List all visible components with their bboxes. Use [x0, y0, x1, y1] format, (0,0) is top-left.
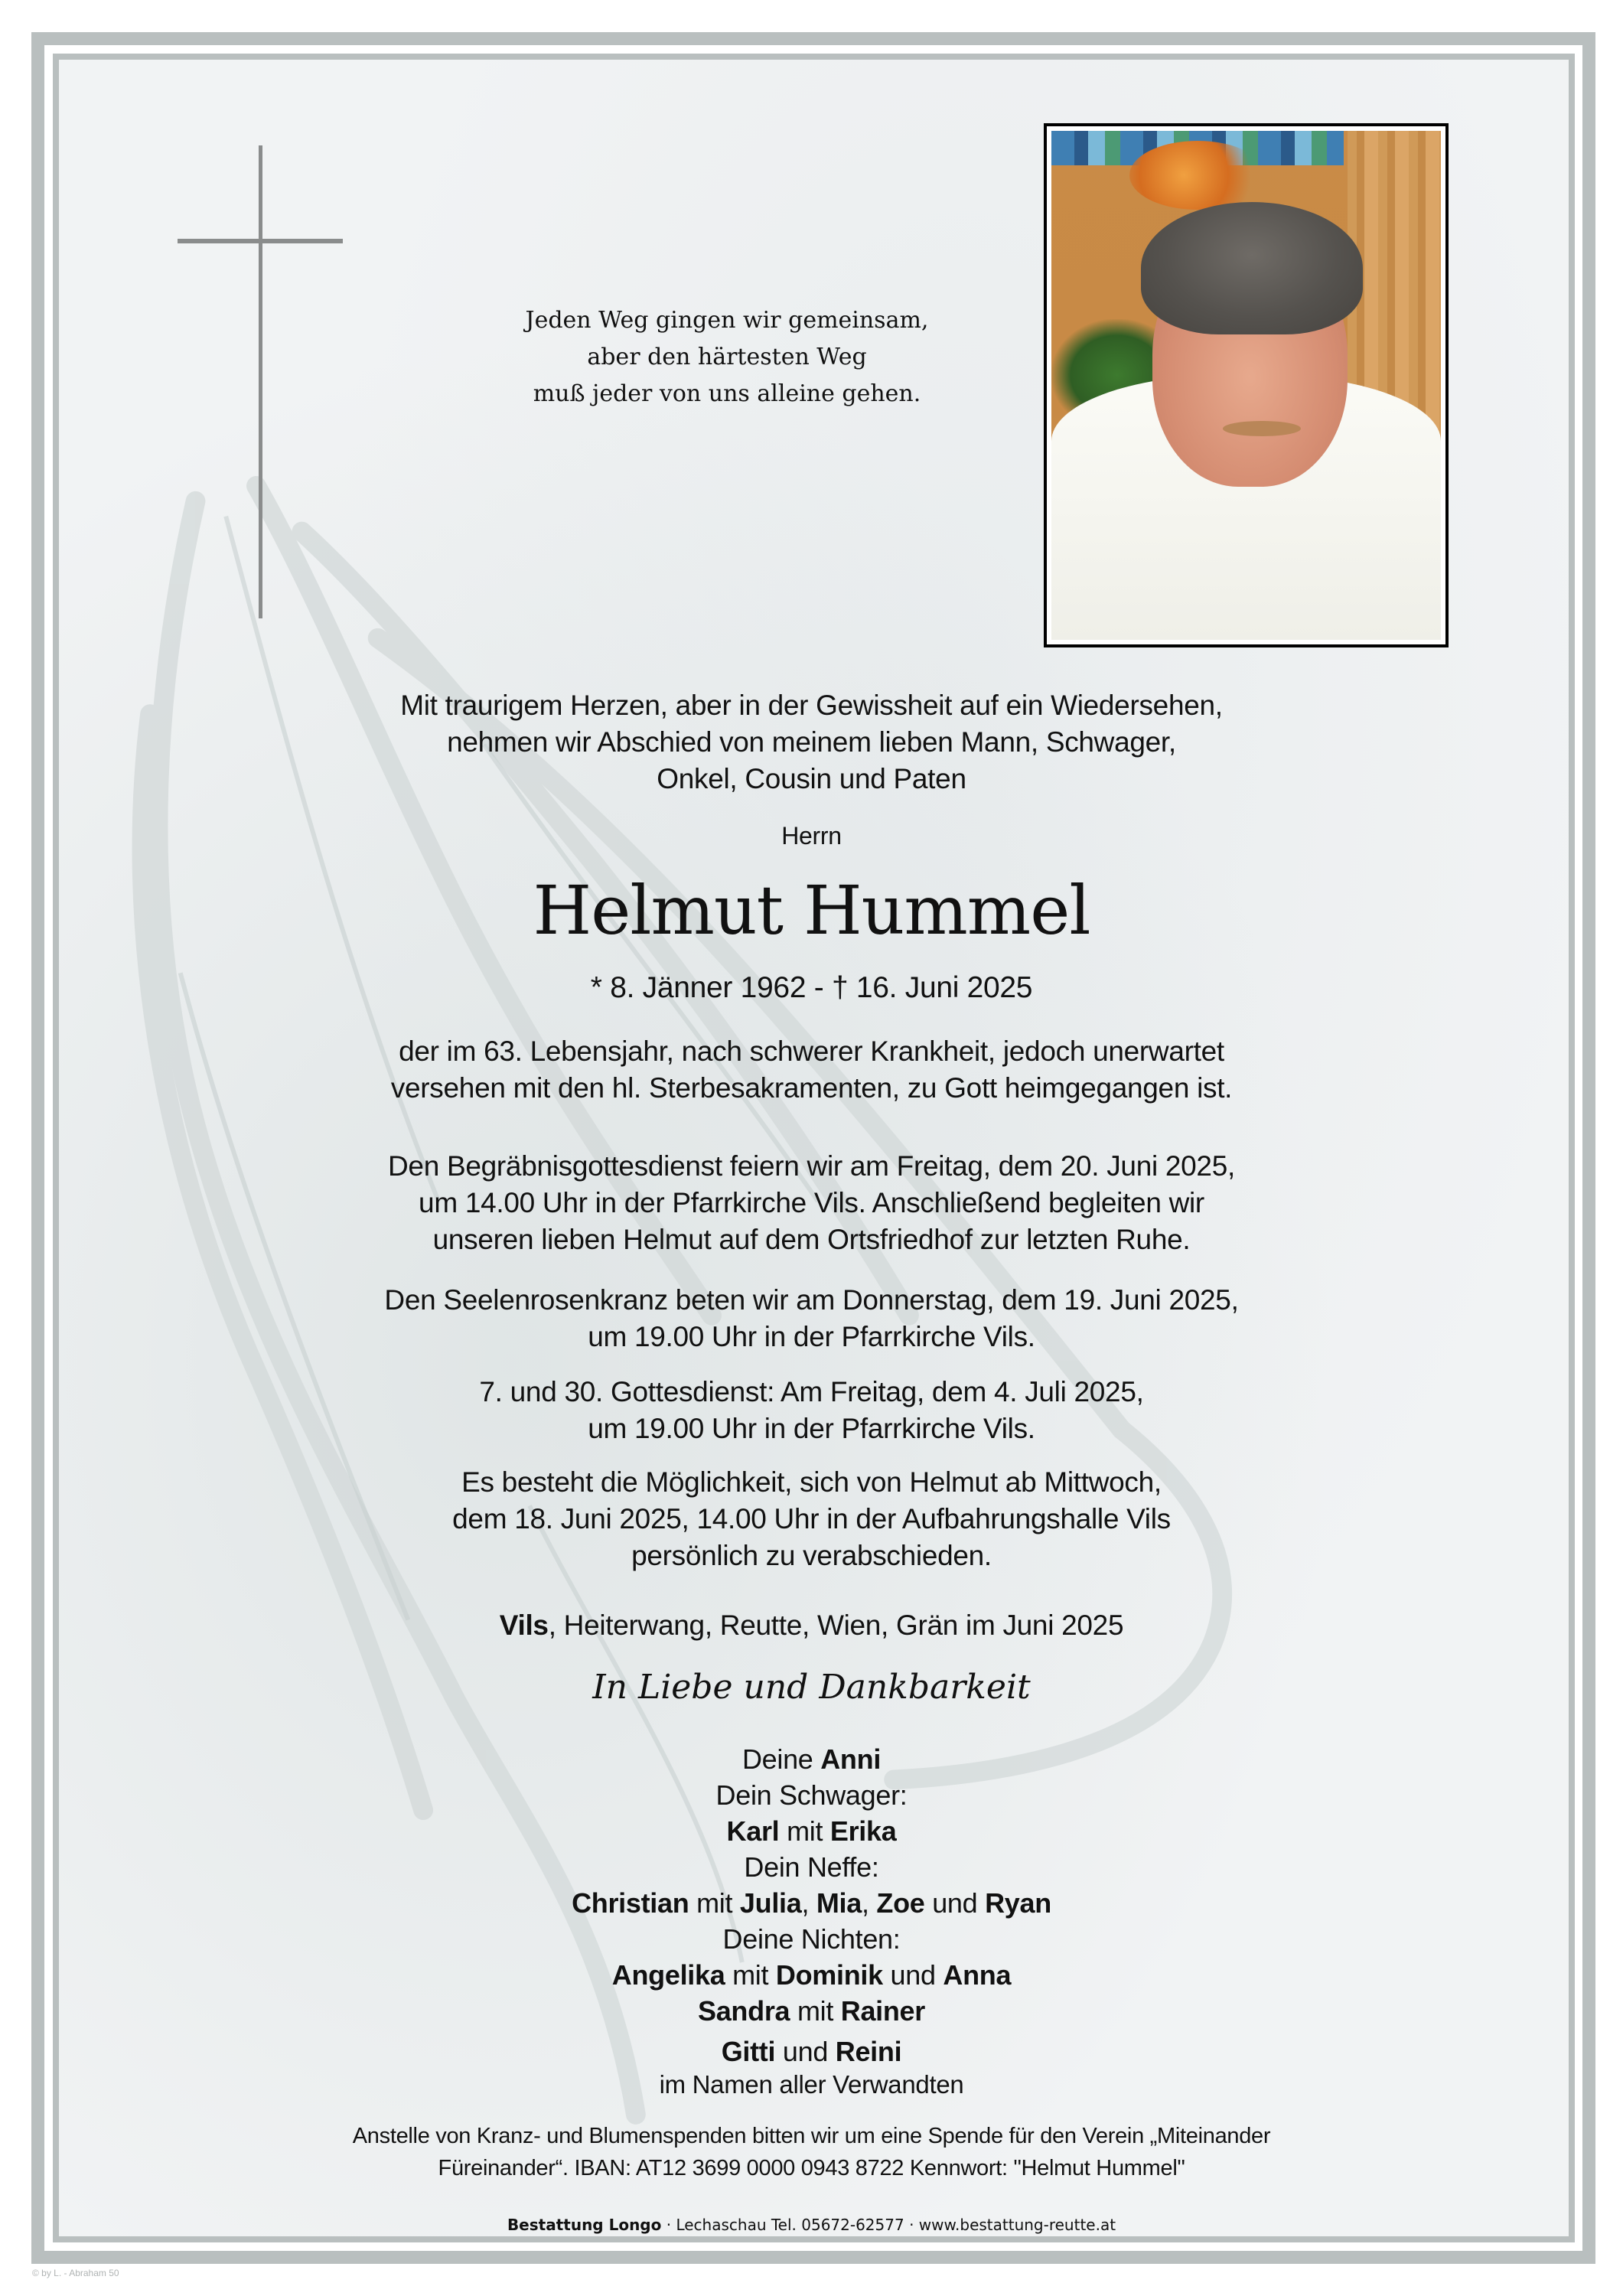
paragraph-funeral [230, 1148, 1393, 1258]
paragraph-line: Es besteht die Möglichkeit, sich von Helmut ab Mittwoch, [461, 1466, 1162, 1498]
portrait-photo [1051, 131, 1441, 640]
family-relatives: im Namen aller Verwandten [659, 2070, 964, 2099]
intro-text [230, 687, 1393, 797]
funeral-home-footer [230, 2214, 1393, 2236]
cross-icon-vertical [259, 145, 262, 618]
donation-line: Füreinander“. IBAN: AT12 3699 0000 0943 8722 Kennwort: "Helmut Hummel" [438, 2156, 1185, 2180]
family-label-nieces: Deine Nichten: [722, 1923, 901, 1955]
memorial-quote [459, 302, 995, 413]
paragraph-viewing [230, 1464, 1393, 1574]
donation-note [260, 2120, 1363, 2184]
paragraph-passing [230, 1033, 1393, 1107]
paragraph-line: Den Seelenrosenkranz beten wir am Donnerstag, dem 19. Juni 2025, [384, 1284, 1239, 1316]
family-list [230, 1741, 1393, 2100]
deceased-name: Helmut Hummel [533, 871, 1090, 950]
family-label-brother-in-law: Dein Schwager: [715, 1779, 908, 1811]
intro-line: nehmen wir Abschied von meinem lieben Mann, Schwager, [447, 726, 1176, 758]
paragraph-line: um 19.00 Uhr in der Pfarrkirche Vils. [588, 1321, 1035, 1352]
paragraph-line: unseren lieben Helmut auf dem Ortsfriedhof zur letzten Ruhe. [432, 1224, 1191, 1255]
place-bold: Vils [499, 1609, 549, 1641]
family-line-wife: Deine Anni [741, 1743, 882, 1775]
paragraph-line: versehen mit den hl. Sterbesakramenten, zu Gott heimgegangen ist. [390, 1072, 1233, 1104]
paragraph-line: 7. und 30. Gottesdienst: Am Freitag, dem 4. Juli 2025, [479, 1376, 1144, 1407]
paragraph-line: um 19.00 Uhr in der Pfarrkirche Vils. [588, 1413, 1035, 1444]
paragraph-line: der im 63. Lebensjahr, nach schwerer Krankheit, jedoch unerwartet [399, 1035, 1224, 1067]
intro-line: Mit traurigem Herzen, aber in der Gewissheit auf ein Wiedersehen, [400, 690, 1223, 721]
family-line-karl: Karl mit Erika [726, 1815, 897, 1847]
paragraph-rosary [230, 1282, 1393, 1355]
funeral-home-name: Bestattung Longo [507, 2216, 662, 2234]
cross-icon-horizontal [178, 239, 343, 243]
paragraph-line: um 14.00 Uhr in der Pfarrkirche Vils. Anschließend begleiten wir [419, 1187, 1204, 1218]
closing-phrase: In Liebe und Dankbarkeit [592, 1668, 1031, 1707]
funeral-home-details: · Lechaschau Tel. 05672-62577 · www.bestattung-reutte.at [661, 2216, 1116, 2234]
quote-line: muß jeder von uns alleine gehen. [533, 380, 921, 407]
intro-line: Onkel, Cousin und Paten [657, 763, 966, 794]
portrait-frame [1044, 123, 1449, 647]
life-dates: * 8. Jänner 1962 - † 16. Juni 2025 [590, 971, 1033, 1004]
quote-line: Jeden Weg gingen wir gemeinsam, [525, 307, 929, 334]
paragraph-line: Den Begräbnisgottesdienst feiern wir am Freitag, dem 20. Juni 2025, [388, 1150, 1235, 1182]
salutation: Herrn [781, 822, 842, 850]
place-rest: , Heiterwang, Reutte, Wien, Grän im Juni 2025 [548, 1609, 1124, 1641]
paragraph-mass [230, 1374, 1393, 1447]
donation-line: Anstelle von Kranz- und Blumenspenden bitten wir um eine Spende für den Verein „Miteinander [352, 2124, 1271, 2148]
family-line-christian: Christian mit Julia, Mia, Zoe und Ryan [572, 1887, 1051, 1919]
paragraph-line: persönlich zu verabschieden. [631, 1540, 992, 1571]
family-label-nephew: Dein Neffe: [744, 1851, 879, 1883]
paragraph-line: dem 18. Juni 2025, 14.00 Uhr in der Aufbahrungshalle Vils [452, 1503, 1171, 1534]
copyright-note: © by L. - Abraham 50 [32, 2268, 119, 2278]
family-line-gitti: Gitti und Reini [721, 2036, 902, 2067]
family-line-sandra: Sandra mit Rainer [698, 1995, 925, 2027]
family-line-angelika: Angelika mit Dominik und Anna [611, 1959, 1012, 1991]
quote-line: aber den härtesten Weg [587, 344, 867, 370]
place-and-date [230, 1607, 1393, 1644]
